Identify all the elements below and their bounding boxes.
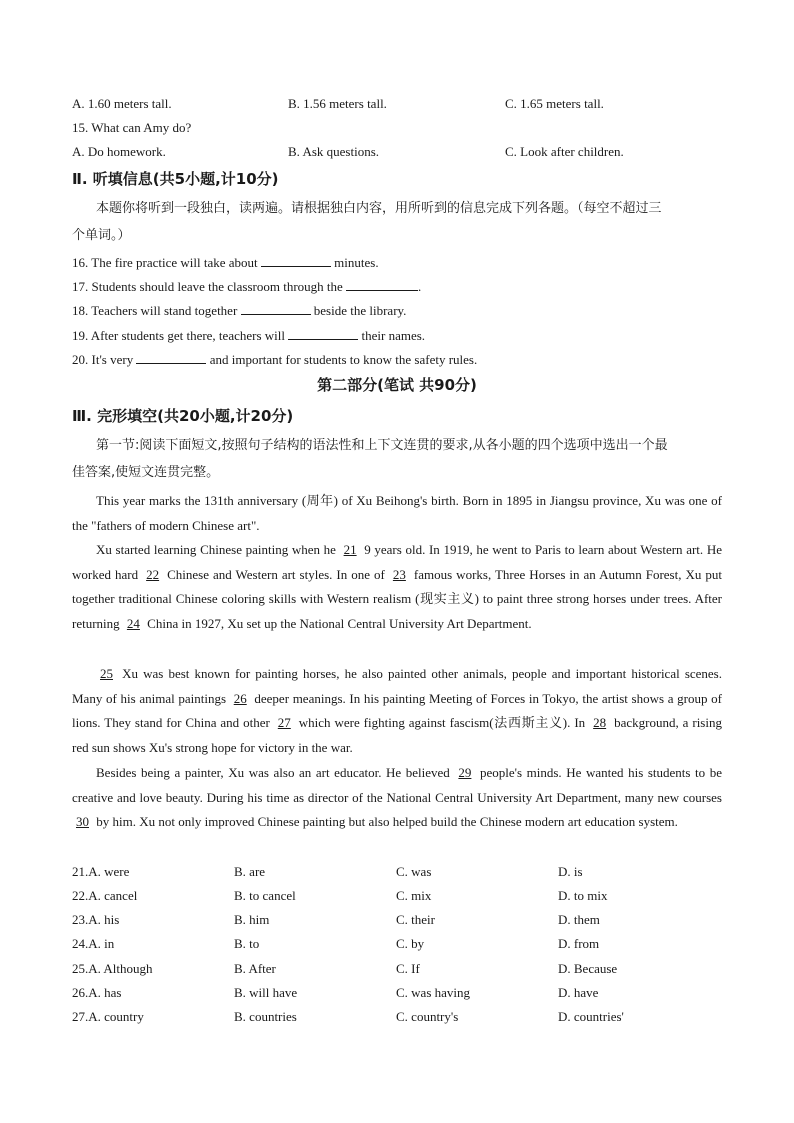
choice-option[interactable]: B. him [234,912,270,927]
blank-24[interactable]: 24 [126,615,140,631]
passage-text: Xu was best known for painting horses, he also painted other animals, people and important historical scenes. Many of his animal paintings [72,666,722,706]
q20-text-after: and important for students to know the safety rules. [206,352,478,367]
passage-text: Xu started learning Chinese painting when he [96,542,340,557]
q16-text-before: 16. The fire practice will take about [72,255,261,270]
choice-option[interactable]: 22.A. cancel [72,888,138,903]
choice-option[interactable]: C. mix [396,888,432,903]
q14-option-a: A. 1.60 meters tall. [72,96,172,111]
section3-heading: Ⅲ. 完形填空(共20小题,计20分) [72,407,294,425]
blank-25[interactable]: 25 [100,666,113,681]
choice-option[interactable]: C. their [396,912,435,927]
blank-29[interactable]: 29 [458,765,472,780]
q19-text-after: their names. [358,328,426,343]
passage-text: people's minds. He wanted his students to be creative and love beauty. During his time as director of the National Central University Art Department, many new courses [72,765,723,805]
q17-text-after: . [418,279,422,294]
passage-text: deeper meanings. In his painting Meeting of Forces in Tokyo, the artist shows a group of lions. They stand for China and other [72,690,722,731]
choice-option[interactable]: C. If [396,961,420,976]
q14-option-c: C. 1.65 meters tall. [505,96,604,111]
q15-option-a: A. Do homework. [72,144,166,159]
choice-option[interactable]: C. was [396,864,432,879]
choice-option[interactable]: C. country's [396,1009,459,1024]
q20-answer-blank[interactable] [136,351,206,364]
part2-title: 第二部分(笔试 共90分) [317,376,477,394]
q18-text-after: beside the library. [310,303,407,318]
choice-option[interactable]: B. to [234,936,260,951]
passage-text: Besides being a painter, Xu was also an art educator. He believed [96,765,455,780]
q19 [72,327,722,344]
passage-text: Chinese and Western art styles. In one of [163,566,389,582]
q16-text-after: minutes. [330,255,379,270]
choice-option[interactable]: D. have [558,985,599,1000]
q19-answer-blank[interactable] [288,327,358,340]
q15-option-b: B. Ask questions. [288,144,380,159]
q19-text-before: 19. After students get there, teachers will [72,328,289,343]
choice-option[interactable]: D. from [558,936,600,951]
passage-paragraph-4 [72,761,722,835]
q18-text-before: 18. Teachers will stand together [72,303,241,318]
choice-option[interactable]: B. After [234,961,276,976]
blank-27[interactable]: 27 [277,715,291,731]
q16 [72,254,722,271]
choice-option[interactable]: D. Because [558,961,618,976]
q20-text-before: 20. It's very [72,352,137,367]
section2-instruction-2: 个单词。） [72,228,131,243]
section2-heading: Ⅱ. 听填信息(共5小题,计10分) [72,170,279,188]
choice-option[interactable]: B. are [234,864,266,879]
section3-instruction-1: 第一节:阅读下面短文,按照句子结构的语法性和上下文连贯的要求,从各小题的四个选项中选出一个最 [96,438,668,453]
choice-option[interactable]: D. countries' [558,1009,624,1024]
q17-text-before: 17. Students should leave the classroom through the [72,279,347,294]
passage-text: famous works, Three Horses in an Autumn Forest, Xu put together traditional Chinese coloring skills with Western realism (现实主义) to paint three strong horses under trees. After returning [72,566,722,631]
passage-text: China in 1927, Xu set up the National Central University Art Department. [143,615,532,631]
passage-paragraph-1: This year marks the 131th anniversary (周年) of Xu Beihong's birth. Born in 1895 in Jiangsu province, Xu was one of the "fathers of modern Chinese art". [72,493,722,533]
passage-text: by him. Xu not only improved Chinese painting but also helped build the Chinese modern art education system. [93,814,678,830]
blank-30[interactable]: 30 [76,814,89,830]
section3-instruction-2: 佳答案,使短文连贯完整。 [72,465,220,480]
choice-option[interactable]: D. is [558,864,583,879]
choice-option[interactable]: 26.A. has [72,985,122,1000]
section2-instruction-1: 本题你将听到一段独白，读两遍。请根据独白内容，用所听到的信息完成下列各题。（每空不超过三 [96,201,662,216]
choice-option[interactable]: C. by [396,936,425,951]
choice-option[interactable]: D. them [558,912,600,927]
q18-answer-blank[interactable] [241,302,311,315]
blank-23[interactable]: 23 [392,566,406,582]
q15-option-c: C. Look after children. [505,144,624,159]
choice-option[interactable]: 23.A. his [72,912,120,927]
passage-text: background, a rising red sun shows Xu's strong hope for victory in the war. [72,715,722,755]
choice-option[interactable]: 27.A. country [72,1009,144,1024]
q15-question: 15. What can Amy do? [72,120,192,135]
choice-option[interactable]: 21.A. were [72,864,130,879]
passage-paragraph-2 [72,538,722,636]
q17-answer-blank[interactable] [346,278,418,291]
choice-option[interactable]: 25.A. Although [72,961,153,976]
q17 [72,278,722,295]
q20 [72,351,722,368]
blank-21[interactable]: 21 [343,542,357,557]
q18 [72,302,722,319]
choice-option[interactable]: B. to cancel [234,888,296,903]
choice-option[interactable]: B. will have [234,985,298,1000]
q16-answer-blank[interactable] [261,254,331,267]
choice-option[interactable]: D. to mix [558,888,608,903]
blank-28[interactable]: 28 [593,715,607,731]
choice-option[interactable]: 24.A. in [72,936,115,951]
blank-22[interactable]: 22 [146,566,160,582]
blank-26[interactable]: 26 [233,690,247,706]
passage-paragraph-3 [72,662,722,760]
choice-option[interactable]: C. was having [396,985,471,1000]
passage-text: 9 years old. In 1919, he went to Paris to learn about Western art. He worked hard [72,542,722,582]
choice-option[interactable]: B. countries [234,1009,297,1024]
q14-option-b: B. 1.56 meters tall. [288,96,387,111]
passage-text: which were fighting against fascism(法西斯主义). In [294,715,590,731]
